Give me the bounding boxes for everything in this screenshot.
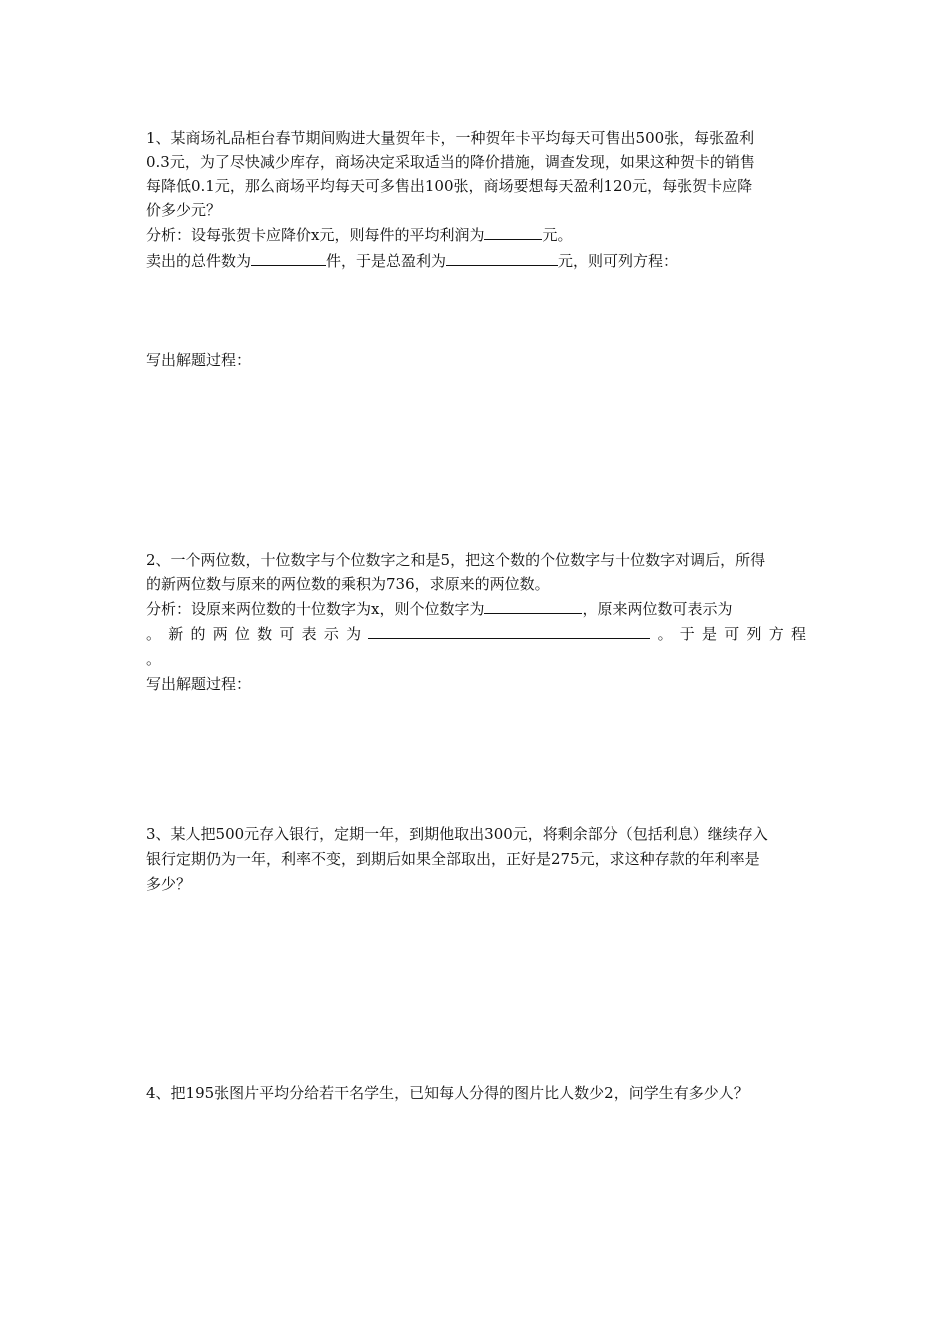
q1-line-2: 0.3元，为了尽快减少库存，商场决定采取适当的降价措施，调查发现，如果这种贺卡的销售 [146, 153, 755, 171]
q3-line-1: 3、某人把500元存入银行，定期一年，到期他取出300元，将剩余部分（包括利息）继续存入 [146, 825, 768, 843]
q2-solve-label: 写出解题过程： [146, 675, 252, 693]
q2-new-number-blank[interactable] [368, 622, 650, 639]
q1-total-profit-blank[interactable] [446, 249, 558, 266]
q2-line-2: 的新两位数与原来的两位数的乘积为736，求原来的两位数。 [146, 575, 550, 593]
q1-count-blank[interactable] [251, 249, 326, 266]
q2-analysis-line-1 [146, 597, 732, 620]
q2-analysis-text-a: 分析：设原来两位数的十位数字为x，则个位数字为 [146, 600, 485, 618]
q1-profit-blank[interactable] [484, 223, 542, 240]
q1-solve-label: 写出解题过程： [146, 351, 252, 369]
q2-analysis-text-b: ，原来两位数可表示为 [582, 600, 733, 618]
q3-line-2: 银行定期仍为一年，利率不变，到期后如果全部取出，正好是275元，求这种存款的年利率是 [146, 850, 760, 868]
q2-analysis-text-c: 。新的两位数可表示为 [146, 625, 369, 643]
q1-analysis-line-1 [146, 223, 572, 246]
q2-line-1: 2、一个两位数，十位数字与个位数字之和是5，把这个数的个位数字与十位数字对调后，所得 [146, 551, 766, 569]
q2-analysis-line-3: 。 [146, 650, 162, 668]
q1-analysis-text-c: 卖出的总件数为 [146, 252, 252, 270]
q1-line-1: 1、某商场礼品柜台春节期间购进大量贺年卡，一种贺年卡平均每天可售出500张，每张盈利 [146, 129, 755, 147]
q1-analysis-text-b: 元。 [542, 226, 573, 244]
q2-analysis-line-2 [146, 622, 806, 645]
q2-units-digit-blank[interactable] [484, 597, 582, 614]
q3-line-3: 多少？ [146, 875, 192, 893]
q4-line-1: 4、把195张图片平均分给若干名学生，已知每人分得的图片比人数少2，问学生有多少人？ [146, 1084, 749, 1102]
q1-analysis-text-a: 分析：设每张贺卡应降价x元，则每件的平均利润为 [146, 226, 485, 244]
q1-line-3: 每降低0.1元，那么商场平均每天可多售出100张，商场要想每天盈利120元，每张贺卡应降 [146, 177, 753, 195]
q1-analysis-line-2 [146, 249, 678, 272]
q1-line-4: 价多少元？ [146, 201, 222, 219]
q1-analysis-text-d: 件，于是总盈利为 [326, 252, 447, 270]
q2-analysis-text-d: 。于是可列方程 [650, 625, 806, 643]
q1-analysis-text-e: 元，则可列方程： [558, 252, 679, 270]
